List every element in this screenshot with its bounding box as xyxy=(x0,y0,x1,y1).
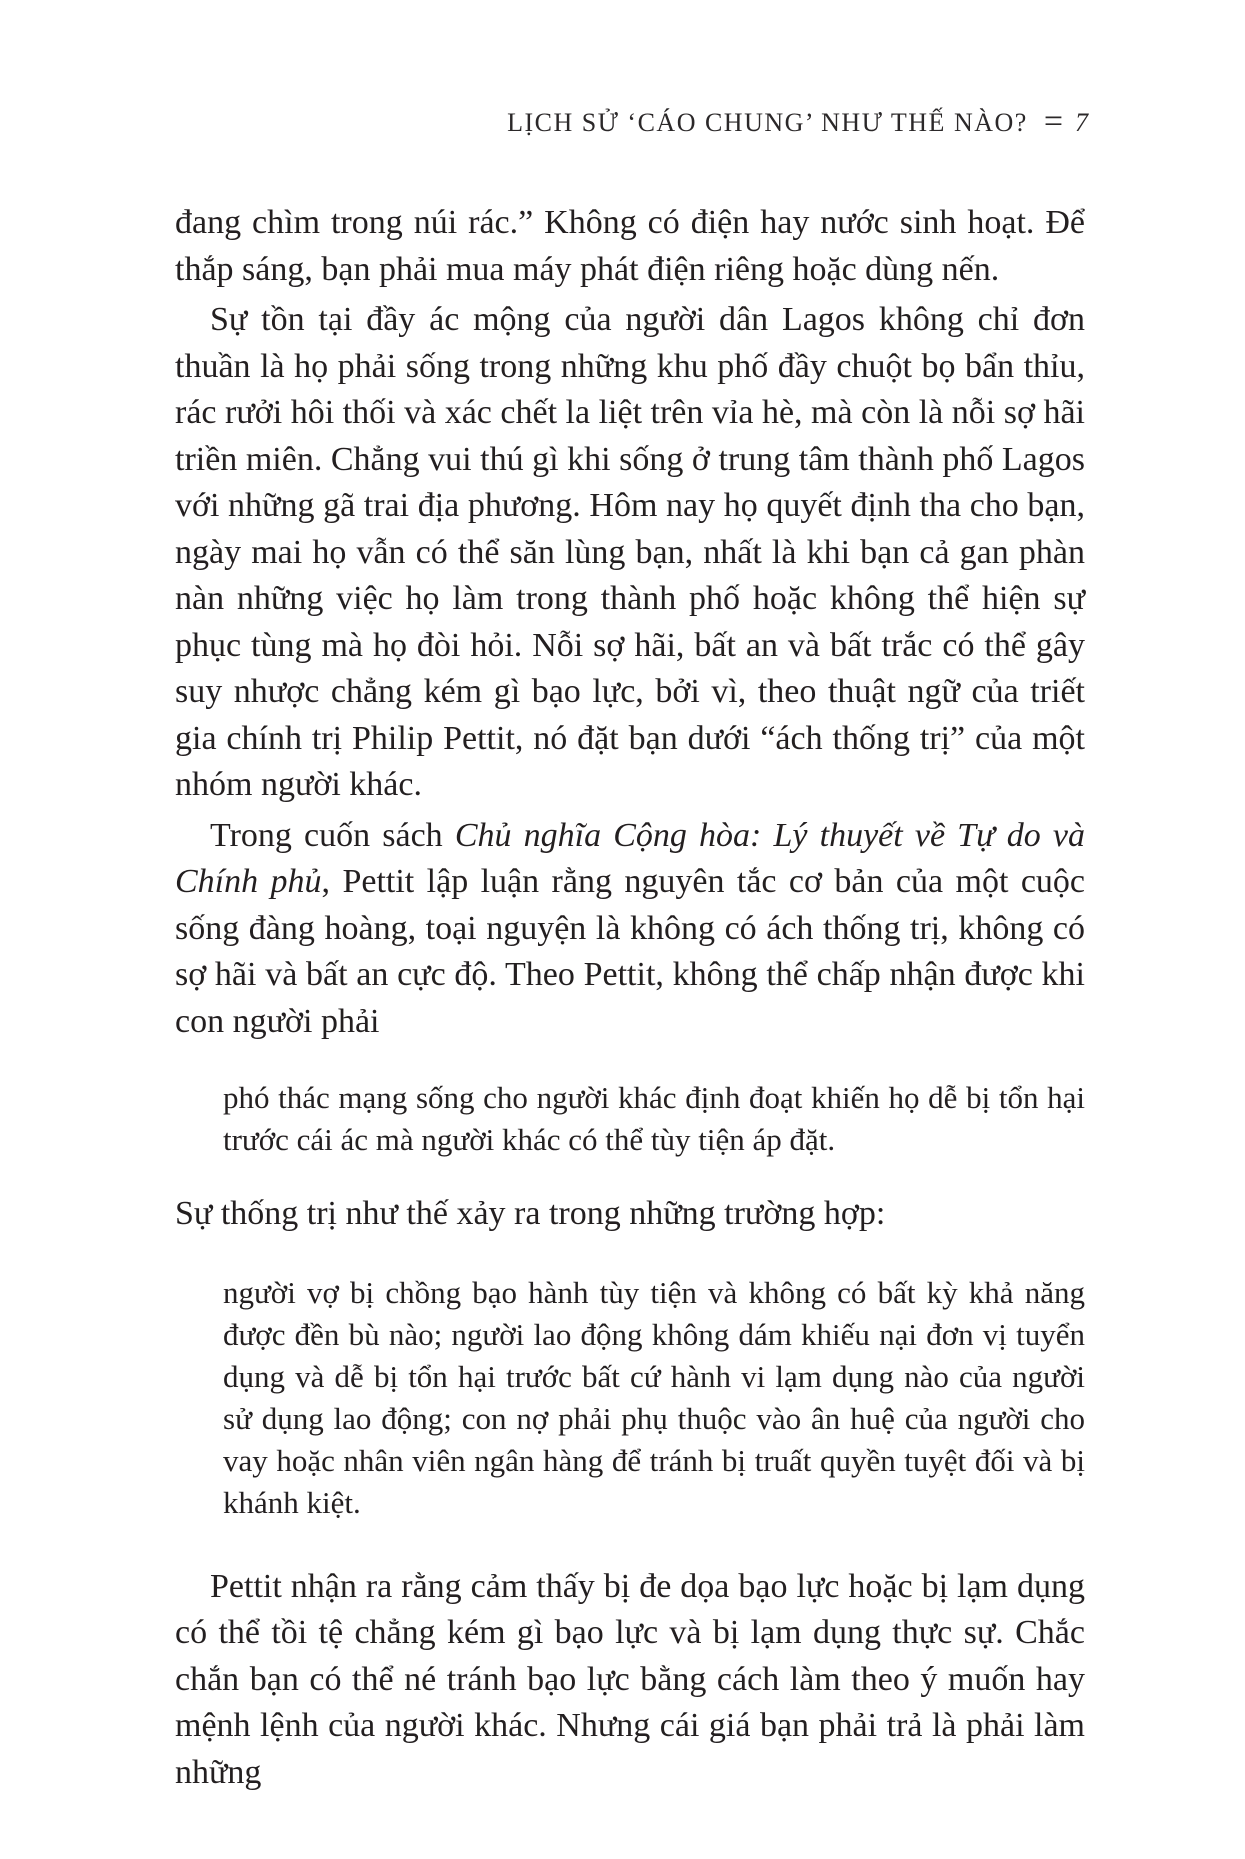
book-title: Chủ nghĩa Cộng hòa: Lý thuyết về Tự do và Chính phủ xyxy=(175,816,1085,900)
page-number: 7 xyxy=(1075,108,1088,137)
body-text xyxy=(175,200,1085,1796)
paragraph-3 xyxy=(175,813,1085,1046)
paragraph-2: Sự tồn tại đầy ác mộng của người dân Lagos không chỉ đơn thuần là họ phải sống trong những khu phố đầy chuột bọ bẩn thỉu, rác rưởi hôi thối và xác chết la liệt trên vỉa hè, mà còn là nỗi sợ hãi triền miên. Chẳng vui thú gì khi sống ở trung tâm thành phố Lagos với những gã trai địa phương. Hôm nay họ quyết định tha cho bạn, ngày mai họ vẫn có thể săn lùng bạn, nhất là khi bạn cả gan phàn nàn những việc họ làm trong thành phố hoặc không thể hiện sự phục tùng mà họ đòi hỏi. Nỗi sợ hãi, bất an và bất trắc có thể gây suy nhược chẳng kém gì bạo lực, bởi vì, theo thuật ngữ của triết gia chính trị Philip Pettit, nó đặt bạn dưới “ách thống trị” của một nhóm người khác. xyxy=(175,301,1085,803)
paragraph-1: đang chìm trong núi rác.” Không có điện hay nước sinh hoạt. Để thắp sáng, bạn phải mua máy phát điện riêng hoặc dùng nến. xyxy=(175,204,1085,288)
quote-1-text: phó thác mạng sống cho người khác định đoạt khiến họ dễ bị tổn hại trước cái ác mà người khác có thể tùy tiện áp đặt. xyxy=(223,1080,1085,1157)
chapter-title: LỊCH SỬ ‘CÁO CHUNG’ NHƯ THẾ NÀO? xyxy=(507,108,1028,137)
paragraph-4: Sự thống trị như thế xảy ra trong những trường hợp: xyxy=(175,1195,886,1232)
paragraph-3-lead: Trong cuốn sách xyxy=(210,816,455,854)
paragraph-3-rest: , Pettit lập luận rằng nguyên tắc cơ bản của một cuộc sống đàng hoàng, toại nguyện là không có ách thống trị, không có sợ hãi và bất an cực độ. Theo Pettit, không thể chấp nhận được khi con người phải xyxy=(175,863,1085,1040)
quote-2-text: người vợ bị chồng bạo hành tùy tiện và không có bất kỳ khả năng được đền bù nào; người lao động không dám khiếu nại đơn vị tuyển dụng và dễ bị tổn hại trước bất cứ hành vi lạm dụng nào của người sử dụng lao động; con nợ phải phụ thuộc vào ân huệ của người cho vay hoặc nhân viên ngân hàng để tránh bị truất quyền tuyệt đối và bị khánh kiệt. xyxy=(223,1274,1085,1520)
running-head xyxy=(507,104,1088,142)
block-quote-1 xyxy=(223,1077,1085,1161)
block-quote-2 xyxy=(223,1272,1085,1524)
header-separator: = xyxy=(1043,103,1063,140)
paragraph-5: Pettit nhận ra rằng cảm thấy bị đe dọa bạo lực hoặc bị lạm dụng có thể tồi tệ chẳng kém gì bạo lực và bị lạm dụng thực sự. Chắc chắn bạn có thể né tránh bạo lực bằng cách làm theo ý muốn hay mệnh lệnh của người khác. Nhưng cái giá bạn phải trả là phải làm những xyxy=(175,1567,1085,1791)
